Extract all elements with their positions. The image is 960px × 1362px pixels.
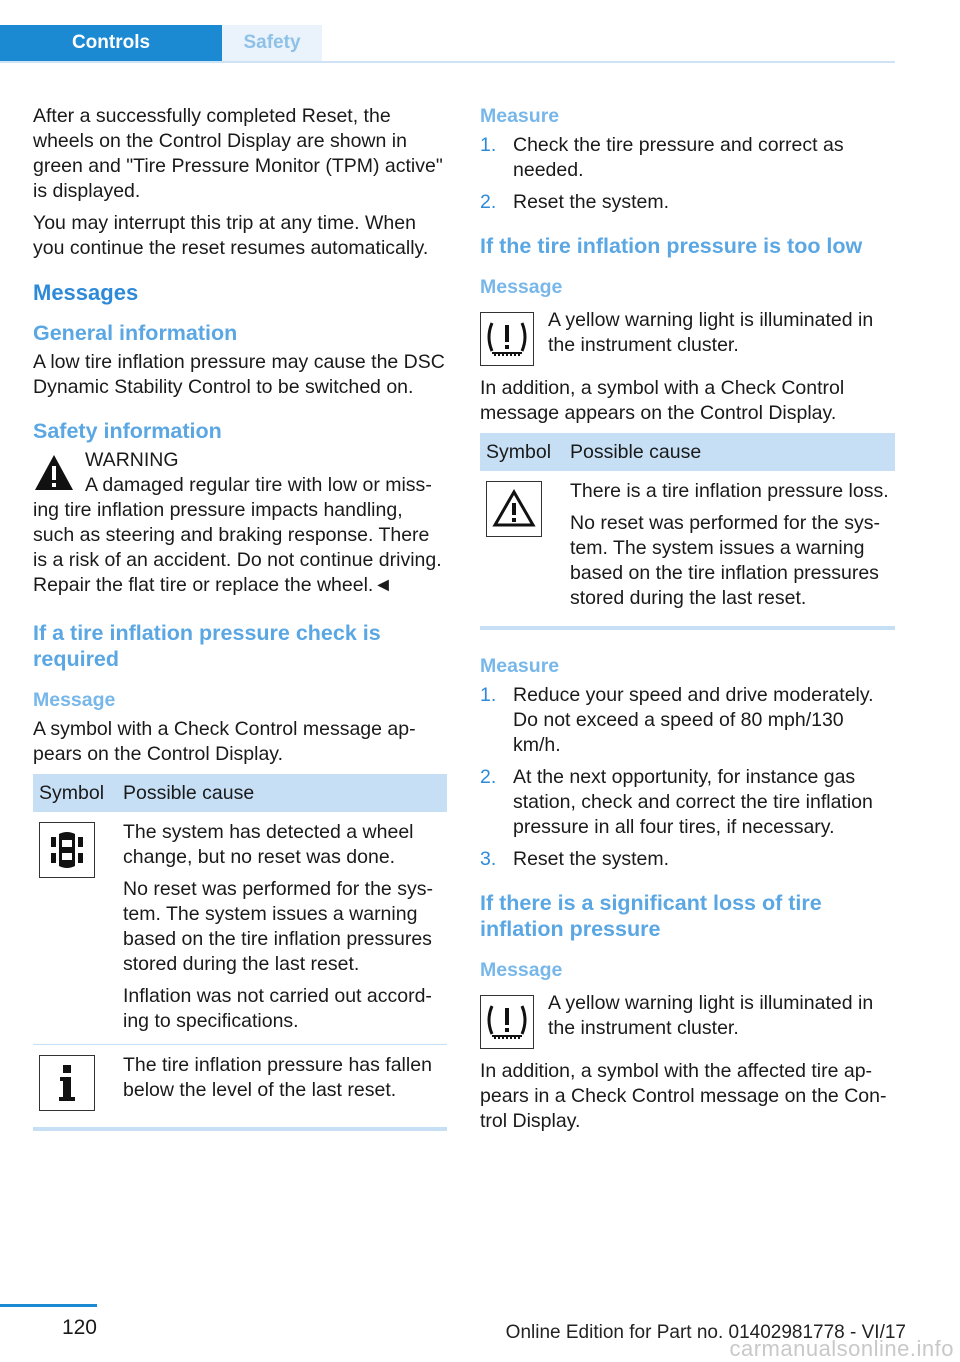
reset-complete-paragraph: After a successfully completed Reset, the wheels on the Control Display are shown in green and "Tire Pressure Monitor (TPM) active" is displayed.: [33, 105, 443, 202]
edition-text: Online Edition for Part no. 01402981778 - VI/17: [505, 1322, 906, 1343]
symbol-cause-table-right: [480, 433, 895, 630]
table-row: [480, 471, 895, 628]
check-control-addition-text: In addition, a symbol with a Check Control message appears on the Control Display.: [480, 377, 845, 424]
page-number: 120: [61, 1316, 97, 1339]
list-item: 2. Reset the system.: [480, 191, 670, 213]
table-row: [33, 1045, 447, 1130]
footer-divider: [0, 1304, 97, 1307]
measure-steps-list: [480, 683, 895, 872]
list-item: 2. At the next opportunity, for instance gas station, check and correct the tire inflation pressure in all four tires, if necessary.: [480, 766, 873, 838]
list-item: 3. Reset the system.: [480, 848, 670, 870]
measure-heading: Measure: [480, 105, 560, 127]
watermark: carmanualsonline.info: [729, 1336, 954, 1361]
tab-controls[interactable]: Controls: [0, 25, 222, 61]
tire-pressure-warning-icon: [480, 312, 534, 366]
symbol-cause-table-left: [33, 774, 447, 1131]
warning-triangle-icon: [486, 481, 542, 537]
warning-block: [33, 448, 447, 598]
list-item: 1. Reduce your speed and drive moderately. Do not exceed a speed of 80 mph/130 km/h.: [480, 684, 874, 756]
pressure-too-low-heading: If the tire inflation pressure is too low: [480, 234, 863, 258]
message-subheading: Message: [480, 276, 563, 298]
tire-pressure-warning-icon: [480, 995, 534, 1049]
affected-tire-text: In addition, a symbol with the affected tire appears in a Check Control message on the Control Display.: [480, 1060, 887, 1132]
warning-title: WARNING: [85, 449, 179, 471]
cause-text: The system has detected a wheel change, but no reset was done.: [123, 821, 414, 868]
cause-text: The tire inflation pressure has fallen below the level of the last reset.: [123, 1054, 432, 1101]
warning-text: A damaged regular tire with low or missing tire inflation pressure impacts handling, such as steering and braking response. There is a risk of an accident. Do not continue driving. Repair the flat tire or replace the wheel.◄: [33, 474, 442, 596]
message-subheading: Message: [480, 959, 563, 981]
check-required-heading: If a tire inflation pressure check is required: [33, 621, 381, 671]
symbol-column-header: Symbol: [480, 433, 564, 471]
list-item: 1. Check the tire pressure and correct as needed.: [480, 134, 844, 181]
symbol-column-header: Symbol: [33, 774, 117, 812]
possible-cause-column-header: Possible cause: [564, 433, 895, 471]
measure-steps-list: [480, 133, 895, 215]
message-subheading: Message: [33, 689, 116, 711]
warning-light-text: A yellow warning light is illuminated in the instrument cluster.: [548, 992, 874, 1039]
warning-triangle-icon: [33, 452, 75, 494]
cause-text: Inflation was not carried out according to specifications.: [123, 985, 432, 1032]
table-row: [33, 812, 447, 1045]
left-column: [33, 104, 447, 1131]
section-tab-bar: [0, 25, 895, 63]
cause-text: No reset was performed for the system. The system issues a warning based on the tire inflation pressures stored during the last reset.: [123, 878, 433, 975]
info-icon: [39, 1055, 95, 1111]
check-control-message-text: A symbol with a Check Control message appears on the Control Display.: [33, 718, 416, 765]
measure-heading: Measure: [480, 655, 560, 677]
cause-text: No reset was performed for the system. The system issues a warning based on the tire inflation pressures stored during the last reset.: [570, 512, 880, 609]
warning-light-row: [480, 308, 895, 366]
car-wheel-icon: [39, 822, 95, 878]
general-information-heading: General information: [33, 321, 238, 345]
warning-light-text: A yellow warning light is illuminated in the instrument cluster.: [548, 309, 874, 356]
interrupt-trip-paragraph: You may interrupt this trip at any time. When you continue the reset resumes automatically.: [33, 212, 429, 259]
right-column: [480, 104, 895, 1141]
tab-safety[interactable]: Safety: [222, 25, 322, 61]
significant-loss-heading: If there is a significant loss of tire inflation pressure: [480, 891, 822, 941]
cause-text: There is a tire inflation pressure loss.: [570, 480, 889, 502]
warning-light-row: [480, 991, 895, 1049]
messages-heading: Messages: [33, 280, 139, 305]
general-information-text: A low tire inflation pressure may cause the DSC Dynamic Stability Control to be switched on.: [33, 351, 445, 398]
safety-information-heading: Safety information: [33, 419, 222, 443]
possible-cause-column-header: Possible cause: [117, 774, 447, 812]
